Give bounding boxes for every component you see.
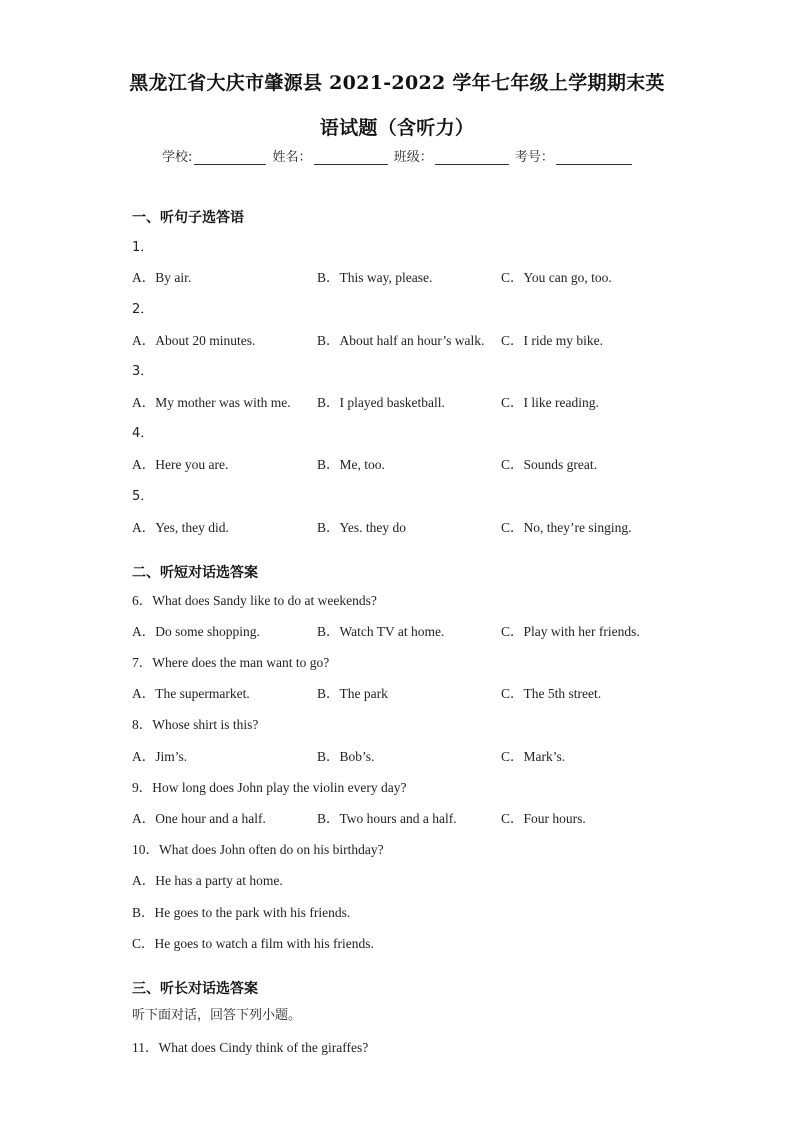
q6-option-b: B．Watch TV at home. xyxy=(317,624,445,639)
q6-option-c: C．Play with her friends. xyxy=(501,624,640,639)
q11-stem: 11．What does Cindy think of the giraffes? xyxy=(132,1040,369,1055)
q1-number: 1． xyxy=(132,240,154,255)
q8-option-a: A．Jim’s. xyxy=(132,749,188,764)
q1-option-a: A．By air. xyxy=(132,270,192,285)
number-blank xyxy=(556,150,632,165)
q8-option-c: C．Mark’s. xyxy=(501,749,566,764)
q7-option-b: B．The park xyxy=(317,686,388,701)
name-blank xyxy=(314,150,388,165)
q3-option-a: A．My mother was with me. xyxy=(132,395,291,410)
q4-option-a: A．Here you are. xyxy=(132,457,229,472)
q10-option-b: B．He goes to the park with his friends. xyxy=(132,905,351,920)
section-2-heading: 二、听短对话选答案 xyxy=(132,565,258,581)
school-label: 学校: xyxy=(162,150,193,165)
school-blank xyxy=(194,150,266,165)
q5-option-a: A．Yes, they did. xyxy=(132,520,229,535)
q2-option-a: A．About 20 minutes. xyxy=(132,333,256,348)
q3-option-c: C．I like reading. xyxy=(501,395,599,410)
q5-option-c: C．No, they’re singing. xyxy=(501,520,632,535)
q5-option-b: B．Yes. they do xyxy=(317,520,407,535)
q10-option-c: C．He goes to watch a film with his friends. xyxy=(132,936,374,951)
q10-option-a: A．He has a party at home. xyxy=(132,873,283,888)
q3-number: 3． xyxy=(132,364,154,379)
q9-option-b: B．Two hours and a half. xyxy=(317,811,457,826)
student-info-row xyxy=(162,146,634,165)
q1-option-c: C．You can go, too. xyxy=(501,270,612,285)
q7-option-c: C．The 5th street. xyxy=(501,686,602,701)
q7-option-a: A．The supermarket. xyxy=(132,686,250,701)
q4-option-b: B．Me, too. xyxy=(317,457,385,472)
q8-stem: 8．Whose shirt is this? xyxy=(132,717,259,732)
q7-stem: 7．Where does the man want to go? xyxy=(132,655,330,670)
q10-stem: 10．What does John often do on his birthday? xyxy=(132,842,384,857)
q4-option-c: C．Sounds great. xyxy=(501,457,597,472)
q1-option-b: B．This way, please. xyxy=(317,270,433,285)
class-label: 班级： xyxy=(393,150,433,165)
q5-number: 5． xyxy=(132,489,154,504)
section-3-heading: 三、听长对话选答案 xyxy=(132,981,258,997)
q6-stem: 6．What does Sandy like to do at weekends? xyxy=(132,593,377,608)
exam-title-line2: 语试题（含听力） xyxy=(319,117,475,139)
number-label: 考号： xyxy=(514,150,554,165)
q3-option-b: B．I played basketball. xyxy=(317,395,445,410)
q9-option-a: A．One hour and a half. xyxy=(132,811,266,826)
q6-option-a: A．Do some shopping. xyxy=(132,624,260,639)
section-3-instruction: 听下面对话，回答下列小题。 xyxy=(132,1008,302,1023)
q9-option-c: C．Four hours. xyxy=(501,811,586,826)
q9-stem: 9．How long does John play the violin every day? xyxy=(132,780,407,795)
q2-number: 2． xyxy=(132,302,154,317)
class-blank xyxy=(435,150,509,165)
name-label: 姓名： xyxy=(272,150,312,165)
q4-number: 4． xyxy=(132,426,154,441)
q8-option-b: B．Bob’s. xyxy=(317,749,375,764)
q2-option-c: C．I ride my bike. xyxy=(501,333,603,348)
section-1-heading: 一、听句子选答语 xyxy=(132,210,244,226)
q2-option-b: B．About half an hour’s walk. xyxy=(317,333,485,348)
exam-title-line1: 黑龙江省大庆市肇源县 2021-2022 学年七年级上学期期末英 xyxy=(129,72,665,94)
